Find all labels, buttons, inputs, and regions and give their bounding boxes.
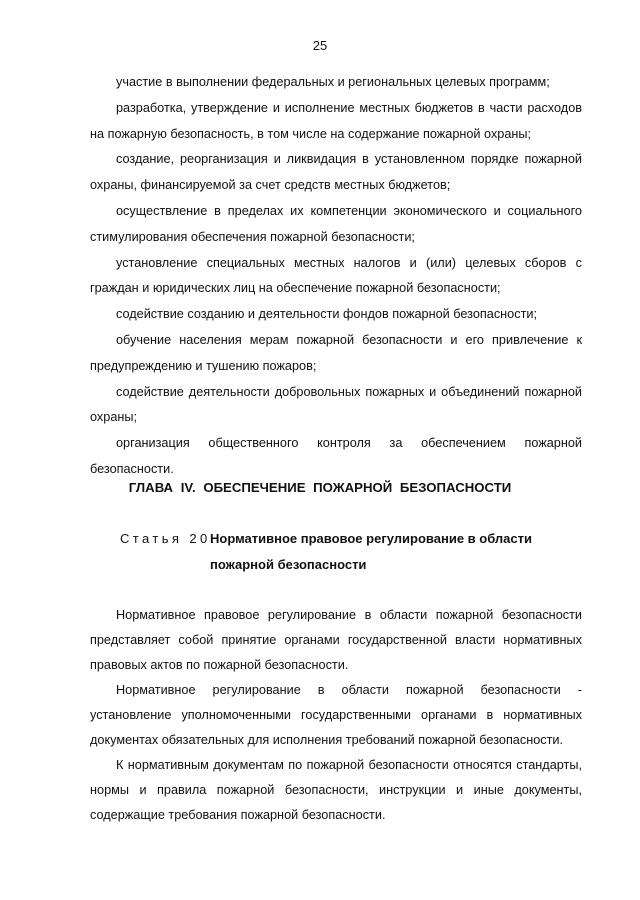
article-body xyxy=(90,603,582,828)
chapter-heading: ГЛАВА IV. ОБЕСПЕЧЕНИЕ ПОЖАРНОЙ БЕЗОПАСНОСТИ xyxy=(128,480,512,495)
list-item: установление специальных местных налогов и (или) целевых сборов с граждан и юридических лиц на обеспечение пожарной безопасности; xyxy=(90,255,582,296)
article-number: Статья 20. xyxy=(120,531,218,546)
list-item: содействие деятельности добровольных пожарных и объединений пожарной охраны; xyxy=(90,384,582,425)
list-item: организация общественного контроля за обеспечением пожарной безопасности. xyxy=(90,436,582,476)
enumeration-list xyxy=(90,70,582,483)
list-item: участие в выполнении федеральных и региональных целевых программ; xyxy=(116,75,550,89)
paragraph: Нормативное регулирование в области пожарной безопасности - установление уполномоченными государственными органами в нормативных документах обязательных для исполнения требований пожарной безопасности. xyxy=(90,683,582,747)
article-title-line-2: пожарной безопасности xyxy=(210,557,367,572)
paragraph: Нормативное правовое регулирование в области пожарной безопасности представляет собой принятие органами государственной власти нормативных правовых актов по пожарной безопасности. xyxy=(90,608,582,672)
list-item: содействие созданию и деятельности фондов пожарной безопасности; xyxy=(116,307,538,322)
list-item: создание, реорганизация и ликвидация в установленном порядке пожарной охраны, финансируемой за счет средств местных бюджетов; xyxy=(90,152,582,193)
list-item: осуществление в пределах их компетенции экономического и социального стимулирования обеспечения пожарной безопасности; xyxy=(90,203,582,244)
list-item: разработка, утверждение и исполнение местных бюджетов в части расходов на пожарную безопасность, в том числе на содержание пожарной охраны; xyxy=(90,100,582,141)
paragraph: К нормативным документам по пожарной безопасности относятся стандарты, нормы и правила пожарной безопасности, инструкции и иные документы, содержащие требования пожарной безопасности. xyxy=(90,758,582,822)
page-number: 25 xyxy=(312,38,328,53)
article-title-line-1: Нормативное правовое регулирование в области xyxy=(210,531,532,546)
list-item: обучение населения мерам пожарной безопасности и его привлечение к предупреждению и тушению пожаров; xyxy=(90,332,582,373)
